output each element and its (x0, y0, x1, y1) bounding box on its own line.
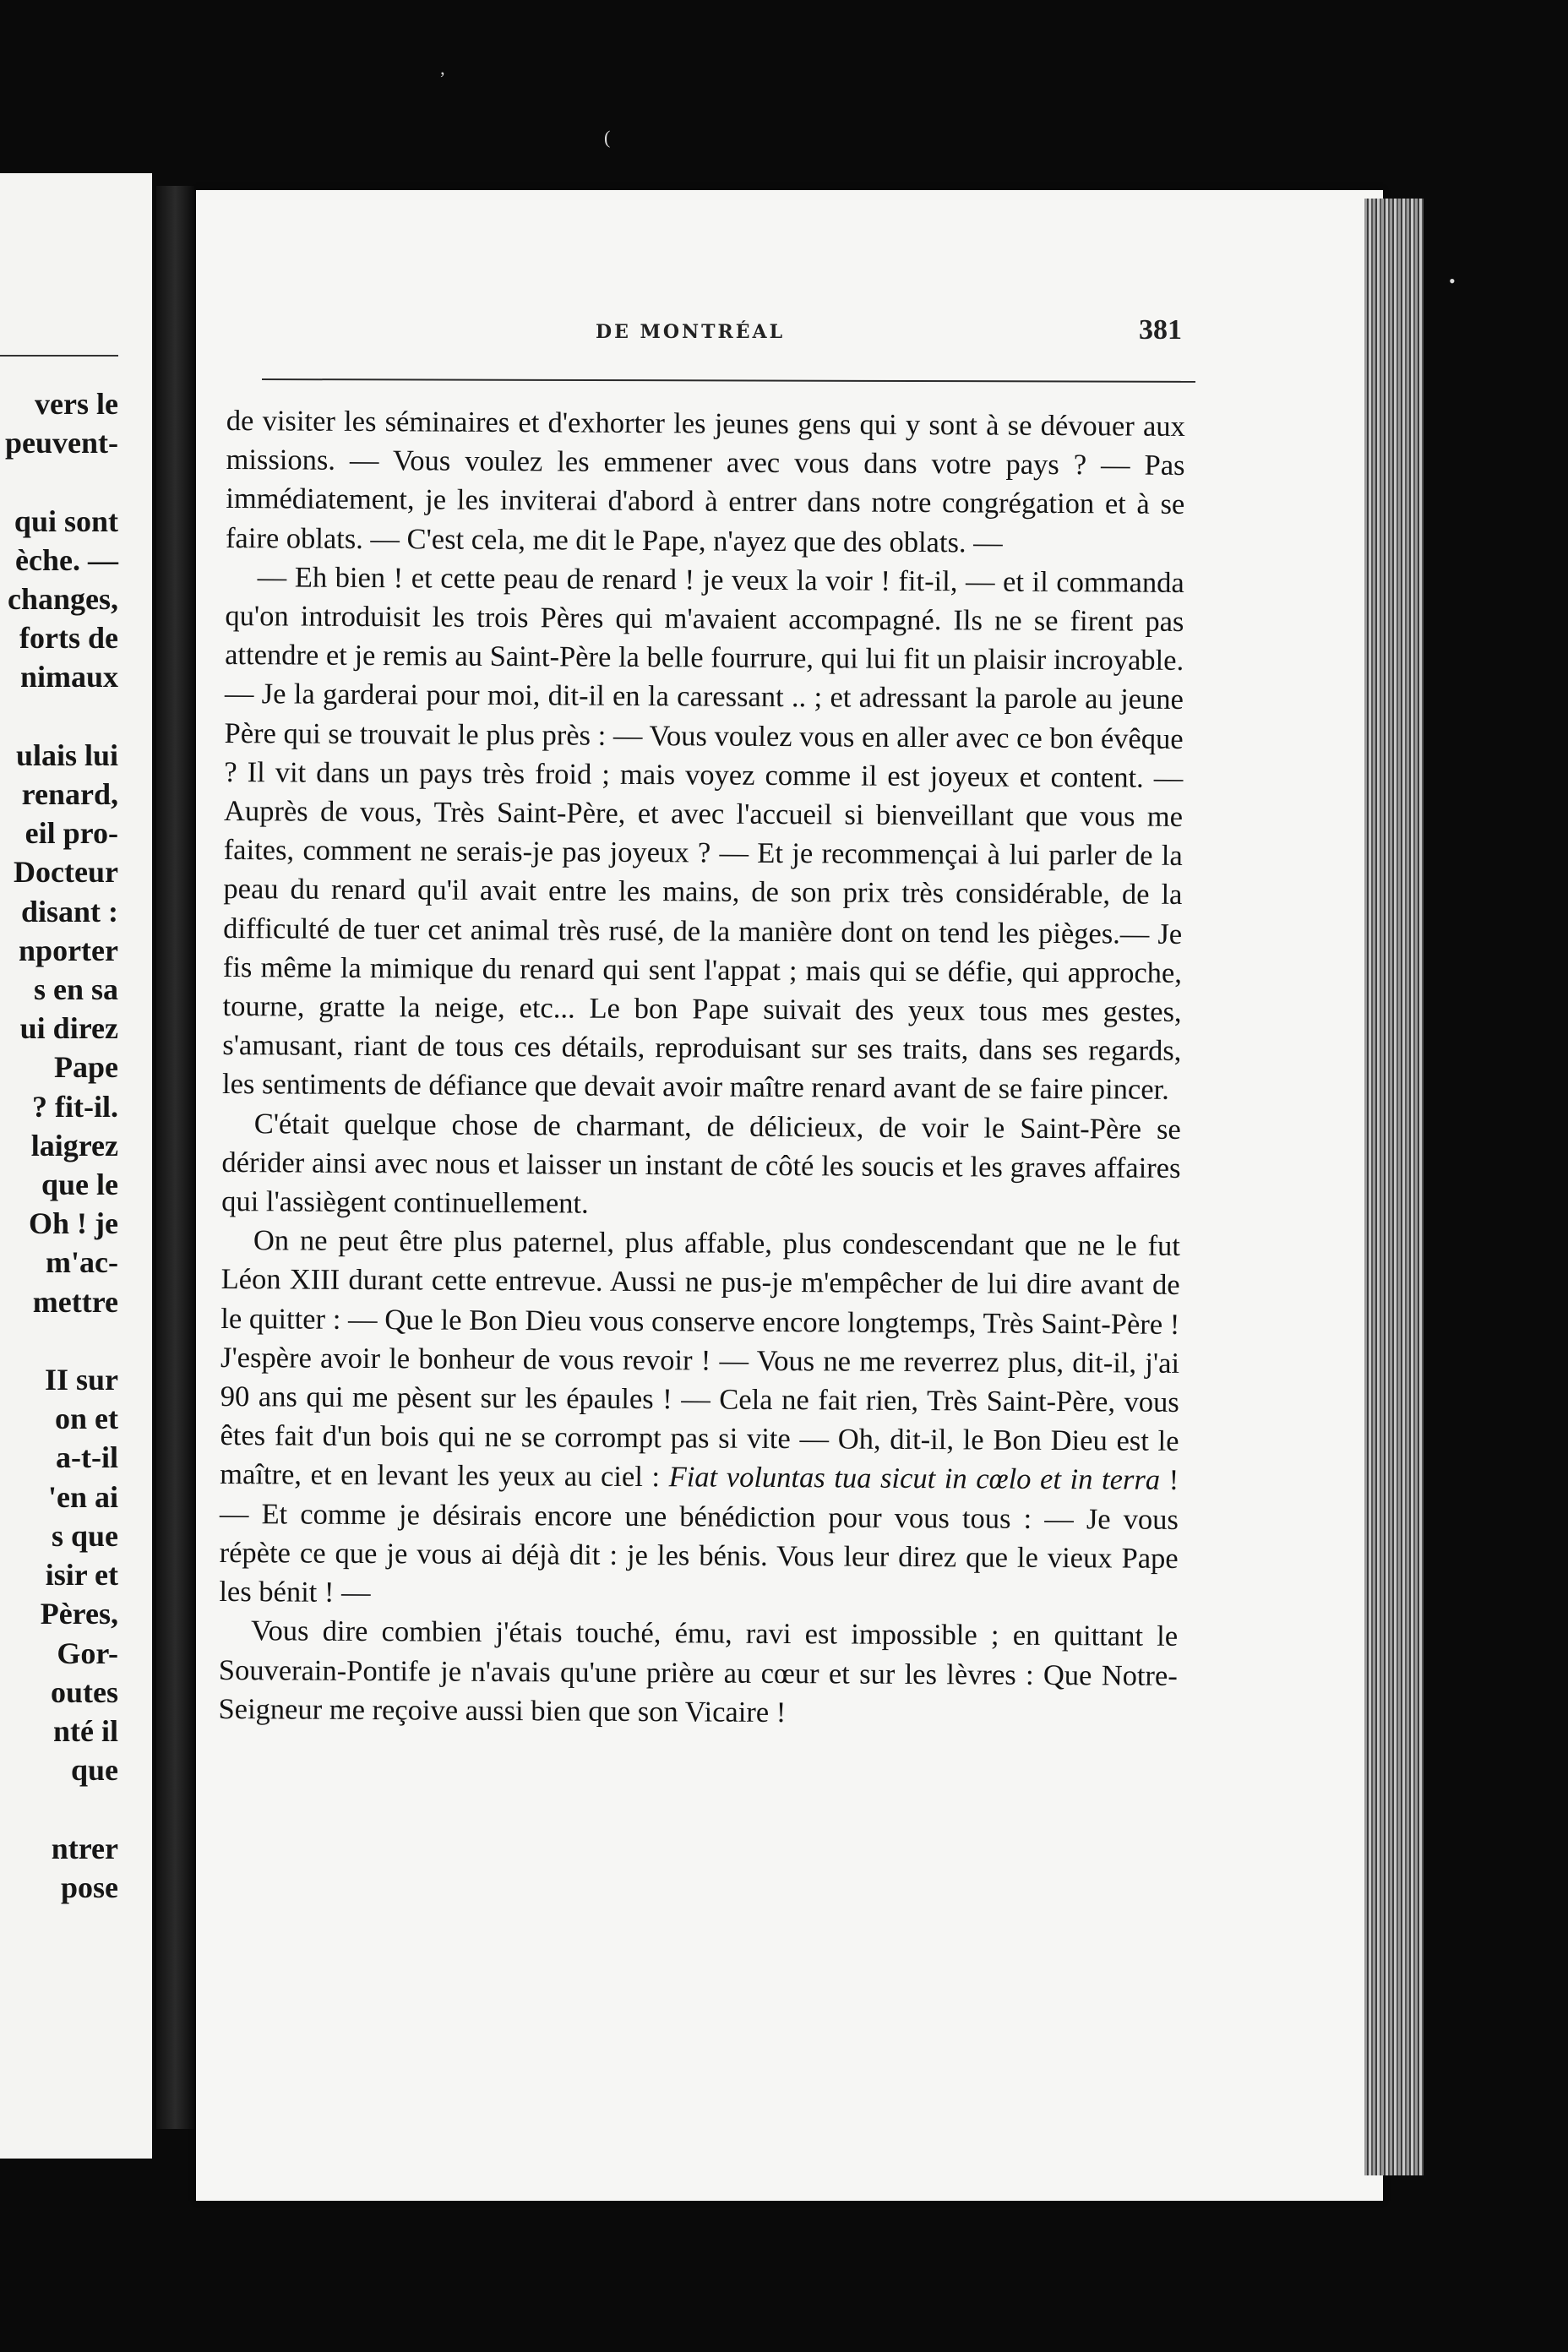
left-page-line: s que (51, 1518, 118, 1553)
left-page-line: renard, (21, 777, 118, 812)
paragraph-4-part-b: ! — Et comme je désirais encore une bénédiction pour vous tous : — Je vous répète ce que je vous ai déjà dit : je les bénis. Vous leur direz que le vieux Pape les bénit ! — (219, 1464, 1179, 1609)
scan-speck: ’ (439, 68, 446, 89)
latin-quote: Fiat voluntas tua sicut in cœlo et in terra (668, 1461, 1161, 1497)
left-page-text (5, 384, 118, 1907)
left-page-line: pose (60, 1870, 118, 1904)
left-page-line: 'en ai (47, 1479, 118, 1514)
left-page-line (5, 1321, 118, 1360)
left-page-line (5, 697, 118, 736)
left-page-line: ? fit-il. (32, 1089, 118, 1124)
left-page-line: Oh ! je (29, 1206, 118, 1241)
book-gutter (156, 186, 194, 2129)
left-page-line: II sur (44, 1363, 118, 1397)
paragraph-1: de visiter les séminaires et d'exhorter les jeunes gens qui y sont à se dévouer aux missions. — Vous voulez les emmener avec vous dans votre pays ? — Pas immédiatement, je les inviterai d'abord à entrer dans notre congrégation et à se faire oblats. — C'est cela, me dit le Pape, n'ayez que des oblats. — (225, 404, 1185, 559)
left-page-line: forts de (19, 621, 118, 656)
left-page-line: Docteur (14, 855, 118, 890)
page-edges (1364, 199, 1424, 2175)
left-page-line (5, 1789, 118, 1828)
left-page-line: s en sa (33, 972, 118, 1007)
left-page-line: disant : (20, 894, 118, 928)
left-page-line: Gor- (57, 1636, 118, 1670)
left-page-line: mettre (32, 1284, 118, 1319)
left-page-line: ntrer (51, 1831, 118, 1865)
page-body (218, 401, 1185, 1734)
left-page-line: ui direz (19, 1011, 118, 1046)
left-page-line: a-t-il (56, 1440, 118, 1475)
running-head: DE MONTRÉAL (596, 321, 786, 343)
paragraph-4 (219, 1221, 1180, 1617)
page-number: 381 (1139, 314, 1182, 346)
left-page-line: Pape (54, 1050, 118, 1085)
left-page-line: m'ac- (46, 1245, 118, 1280)
left-page-fragment (0, 173, 152, 2159)
left-page-line: on et (55, 1402, 118, 1436)
left-page-line: peuvent- (5, 426, 118, 460)
paragraph-4-part-a: On ne peut être plus paternel, plus affable, plus condescendant que ne le fut Léon XIII durant cette entrevue. Aussi ne pus-je m'empêcher de lui dire avant de le quitter : — Que le Bon Dieu vous conserve encore longtemps, Très Saint-Père ! J'espère avoir le bonheur de vous revoir ! — Vous ne me reverrez plus, dit-il, j'ai 90 ans qui me pèsent sur les épaules ! — Cela ne fait rien, Très Saint-Père, vous êtes fait d'un bois qui ne se corrompt pas si vite — Oh, dit-il, le Bon Dieu est le maître, et en levant les yeux au ciel : (220, 1224, 1181, 1494)
left-page-header-rule (0, 355, 118, 357)
left-page-line: eil pro- (24, 816, 118, 851)
left-page-line: laigrez (30, 1128, 118, 1162)
left-page-line: changes, (7, 582, 118, 617)
left-page-line: isir et (45, 1558, 118, 1592)
left-page-line: outes (51, 1674, 118, 1709)
paragraph-3: C'était quelque chose de charmant, de délicieux, de voir le Saint-Père se dérider ainsi avec nous et laisser un instant de côté les soucis et les graves affaires qui l'assiègent continuellement. (221, 1107, 1181, 1220)
left-page-line: que le (41, 1168, 118, 1202)
left-page-line: nporter (19, 933, 118, 967)
left-page-line: Pères, (40, 1597, 118, 1631)
left-page-line (5, 462, 118, 501)
left-page-line: ulais lui (15, 738, 118, 772)
scan-speck: • (1449, 270, 1456, 291)
scan-speck: ( (604, 127, 611, 148)
left-page-line: vers le (35, 387, 118, 421)
left-page-line: que (70, 1753, 118, 1788)
left-page-line: èche. — (15, 542, 118, 577)
left-page-line: nimaux (19, 660, 118, 694)
left-page-line: nté il (53, 1713, 118, 1748)
left-page-line: qui sont (14, 504, 118, 538)
paragraph-2: — Eh bien ! et cette peau de renard ! je veux la voir ! fit-il, — et il commanda qu'on introduisit les trois Pères qui m'avaient accompagné. Ils ne se firent pas attendre et je remis au Saint-Père la belle fourrure, qui lui fit un plaisir incroyable. — Je la garderai pour moi, dit-il en la caressant .. ; et adressant la parole au jeune Père qui se trouvait le plus près : — Vous voulez vous en aller avec ce bon évêque ? Il vit dans un pays très froid ; mais voyez comme il est joyeux et content. — Auprès de vous, Très Saint-Père, et avec l'accueil si bienveillant que vous me faites, comment ne serais-je pas joyeux ? — Et je recommençai à lui parler de la peau du renard qu'il avait entre les mains, de son prix très considérable, de la difficulté de tuer cet animal très rusé, de la manière dont on tend les pièges.— Je fis même la mimique du renard qui sent l'appat ; mais qui se défie, qui approche, tourne, gratte la neige, etc... Le bon Pape suivait des yeux tous mes gestes, s'amusant, riant de tous ces détails, reproduisant sur ses traits, dans ses regards, les sentiments de défiance que devait avoir maître renard avant de se faire pincer. (221, 561, 1184, 1107)
paragraph-5: Vous dire combien j'étais touché, ému, ravi est impossible ; en quittant le Souverain-Pontife je n'avais qu'une prière au cœur et sur les lèvres : Que Notre-Seigneur me reçoive aussi bien que son Vicaire ! (218, 1614, 1179, 1729)
